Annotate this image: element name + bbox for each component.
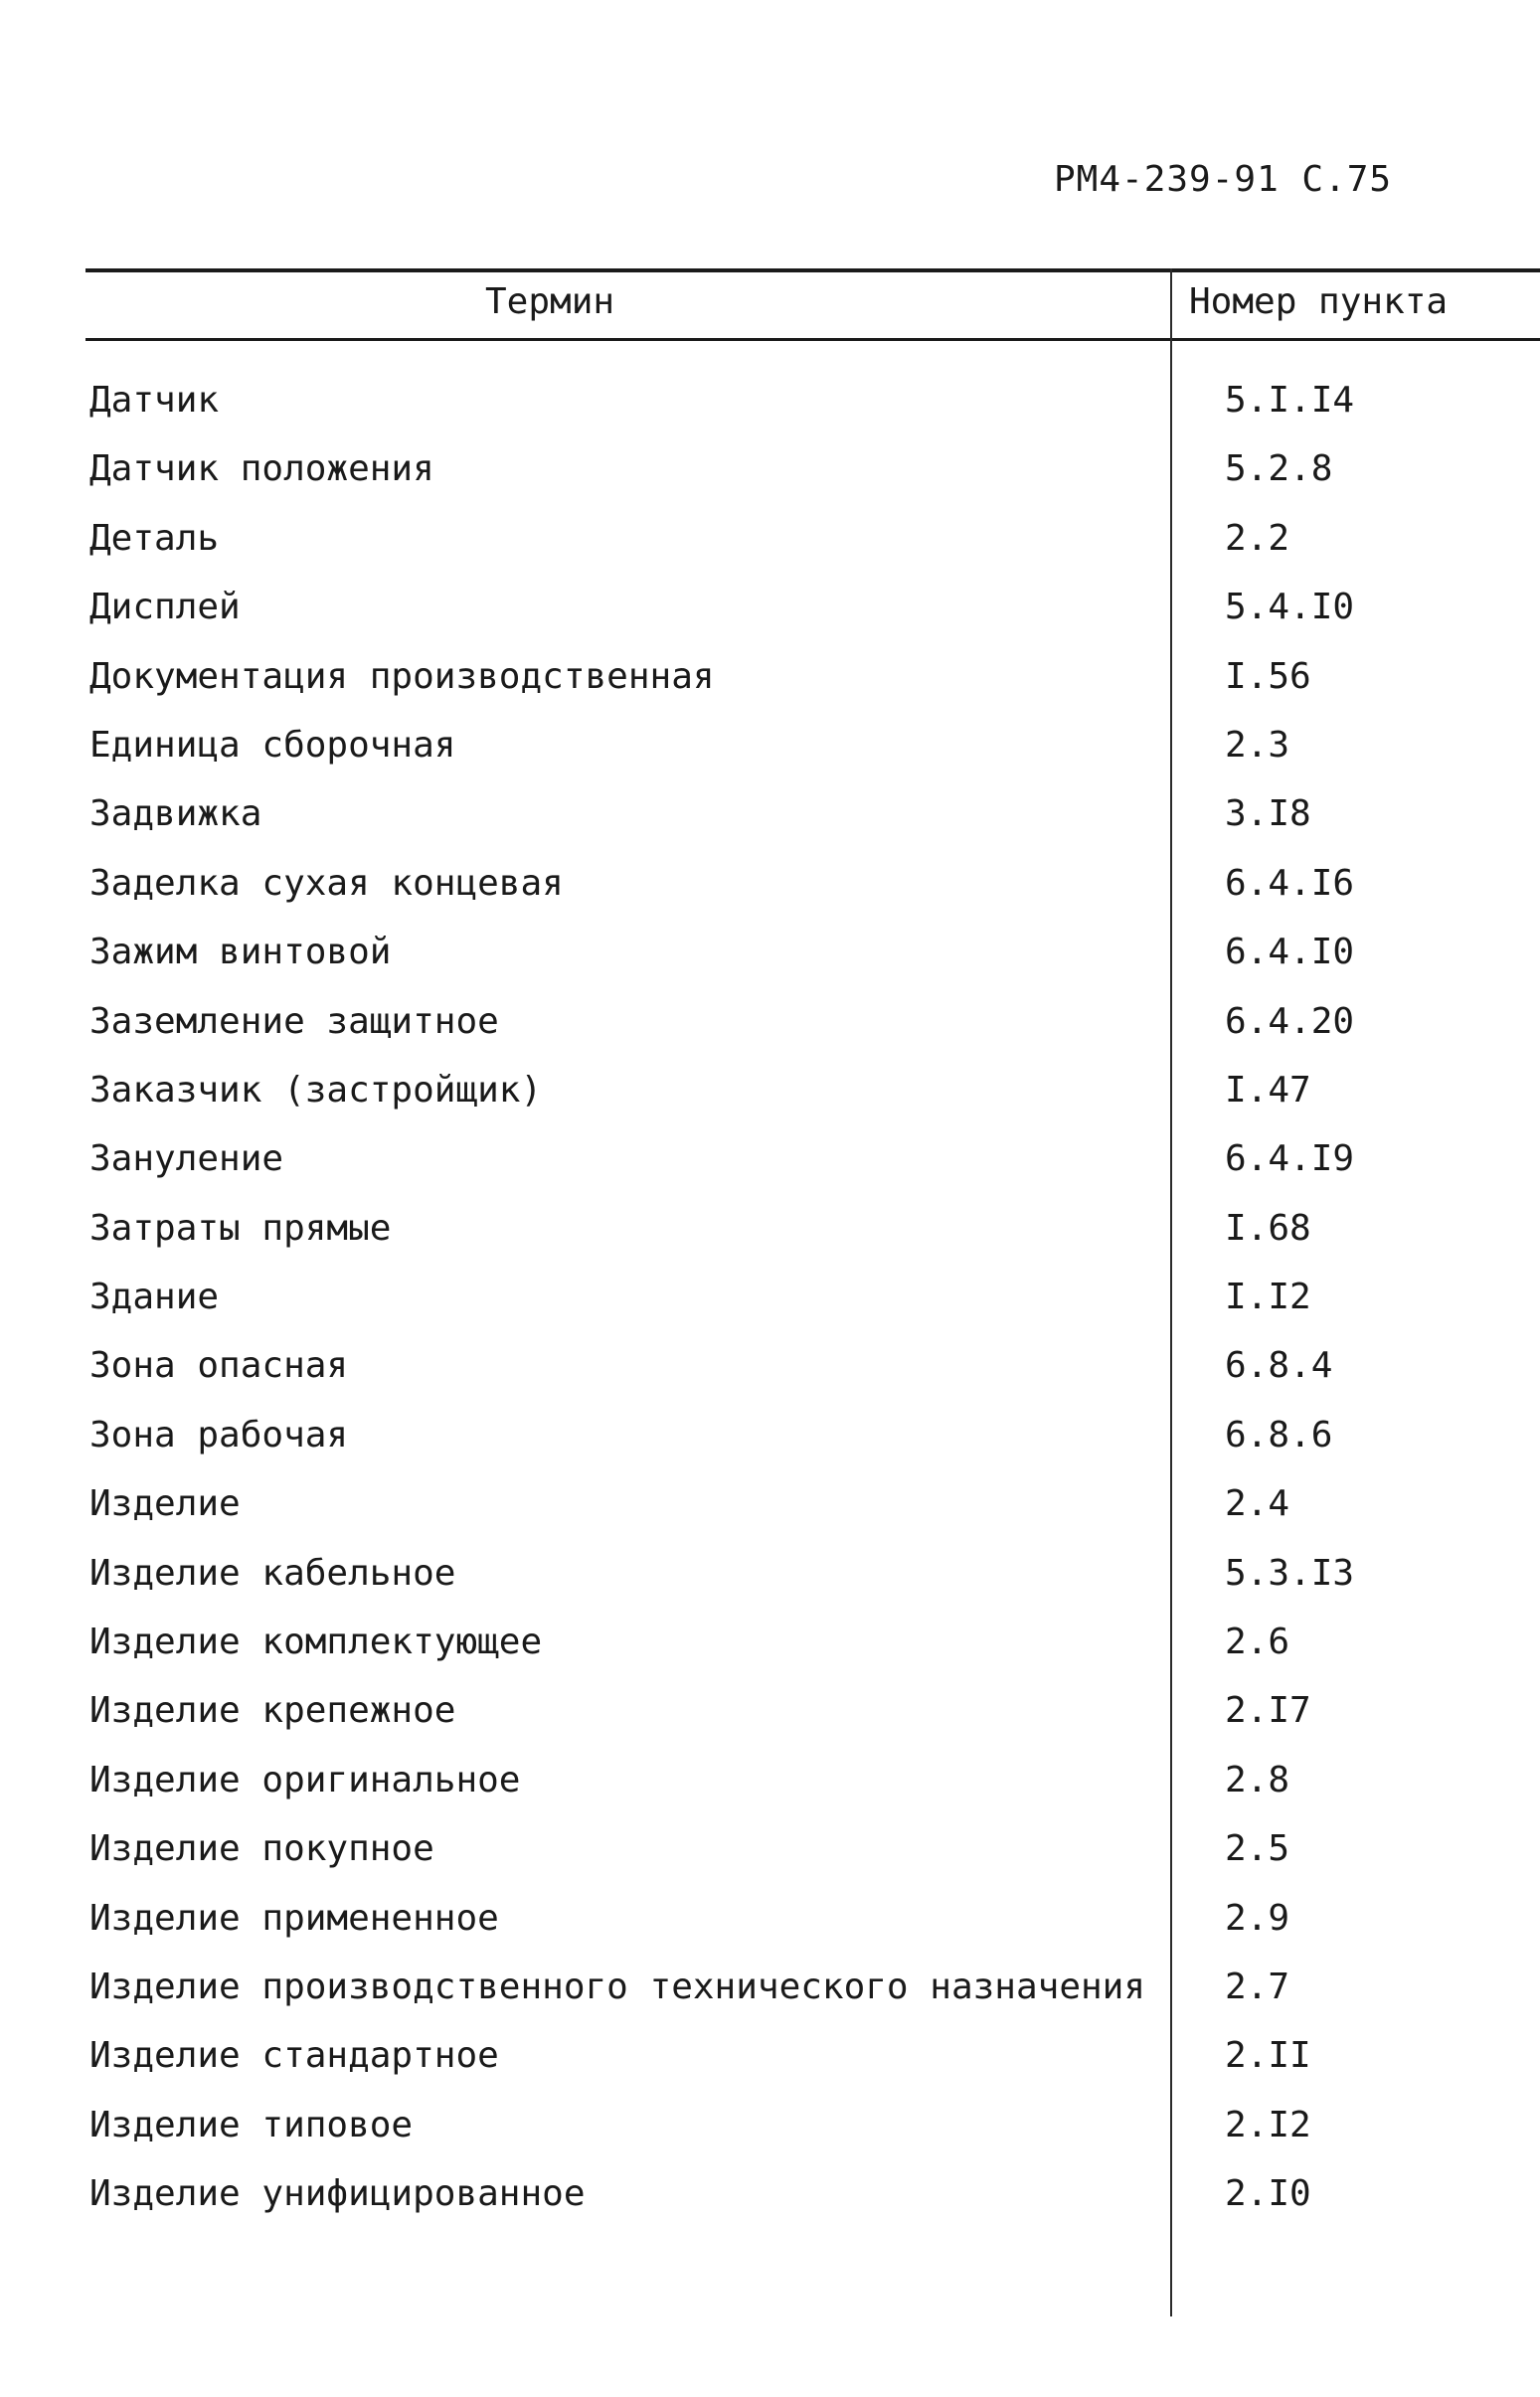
item-number-cell: 6.4.I6 xyxy=(1225,862,1355,904)
table-row xyxy=(0,932,1540,1000)
table-row xyxy=(0,793,1540,862)
table-row xyxy=(0,1070,1540,1138)
item-number-cell: 6.4.I9 xyxy=(1225,1138,1355,1180)
term-cell: Изделие xyxy=(89,1483,241,1525)
table-top-rule xyxy=(86,268,1540,272)
term-cell: Изделие кабельное xyxy=(89,1552,456,1594)
table-row xyxy=(0,1415,1540,1483)
term-cell: Заземление защитное xyxy=(89,1000,499,1042)
table-row xyxy=(0,2105,1540,2173)
term-cell: Датчик xyxy=(89,380,220,421)
table-row xyxy=(0,1345,1540,1414)
item-number-cell: 2.7 xyxy=(1225,1966,1290,2007)
item-number-cell: 6.4.20 xyxy=(1225,1000,1355,1042)
column-header-number: Номер пункта xyxy=(1189,281,1449,322)
item-number-cell: 5.3.I3 xyxy=(1225,1552,1355,1594)
table-row xyxy=(0,656,1540,725)
term-cell: Зона рабочая xyxy=(89,1414,349,1455)
table-row xyxy=(0,1622,1540,1690)
item-number-cell: 2.8 xyxy=(1225,1759,1290,1800)
term-cell: Изделие типовое xyxy=(89,2104,414,2145)
term-cell: Затраты прямые xyxy=(89,1207,392,1249)
term-cell: Зажим винтовой xyxy=(89,932,392,973)
table-row xyxy=(0,725,1540,793)
table-row xyxy=(0,1138,1540,1207)
item-number-cell: 2.I0 xyxy=(1225,2173,1311,2215)
term-cell: Здание xyxy=(89,1277,220,1318)
term-cell: Изделие стандартное xyxy=(89,2035,499,2077)
table-row xyxy=(0,1760,1540,1828)
table-row xyxy=(0,863,1540,932)
item-number-cell: I.68 xyxy=(1225,1207,1311,1249)
item-number-cell: 2.I2 xyxy=(1225,2104,1311,2145)
term-cell: Зануление xyxy=(89,1138,284,1180)
table-row xyxy=(0,1898,1540,1967)
term-cell: Изделие покупное xyxy=(89,1828,434,1870)
term-cell: Зона опасная xyxy=(89,1345,349,1387)
term-cell: Изделие примененное xyxy=(89,1897,499,1939)
table-header-rule xyxy=(86,338,1540,341)
item-number-cell: 5.I.I4 xyxy=(1225,380,1355,421)
item-number-cell: 2.2 xyxy=(1225,517,1290,559)
item-number-cell: 2.5 xyxy=(1225,1828,1290,1870)
term-cell: Деталь xyxy=(89,517,220,559)
term-cell: Заказчик (застройщик) xyxy=(89,1069,543,1111)
table-row xyxy=(0,1208,1540,1277)
table-row xyxy=(0,1483,1540,1552)
item-number-cell: 5.4.I0 xyxy=(1225,587,1355,628)
item-number-cell: 2.II xyxy=(1225,2035,1311,2077)
item-number-cell: 6.4.I0 xyxy=(1225,932,1355,973)
column-header-term: Термин xyxy=(485,281,615,322)
table-row xyxy=(0,1690,1540,1759)
term-cell: Заделка сухая концевая xyxy=(89,862,564,904)
term-cell: Датчик положения xyxy=(89,448,434,490)
item-number-cell: 6.8.6 xyxy=(1225,1414,1333,1455)
term-cell: Изделие производственного технического назначения xyxy=(89,1966,1146,2007)
term-cell: Задвижка xyxy=(89,793,262,835)
table-row xyxy=(0,448,1540,517)
table-row xyxy=(0,1277,1540,1345)
table-row xyxy=(0,380,1540,448)
page-header-code: РМ4-239-91 С.75 xyxy=(1054,159,1393,200)
table-row xyxy=(0,518,1540,587)
term-cell: Единица сборочная xyxy=(89,724,456,766)
item-number-cell: I.56 xyxy=(1225,655,1311,697)
table-row xyxy=(0,1828,1540,1897)
item-number-cell: 2.6 xyxy=(1225,1622,1290,1663)
item-number-cell: I.47 xyxy=(1225,1069,1311,1111)
item-number-cell: 2.I7 xyxy=(1225,1690,1311,1732)
term-cell: Документация производственная xyxy=(89,655,715,697)
table-row xyxy=(0,2035,1540,2104)
item-number-cell: I.I2 xyxy=(1225,1277,1311,1318)
item-number-cell: 2.9 xyxy=(1225,1897,1290,1939)
terms-table-body xyxy=(0,380,1540,2243)
term-cell: Изделие крепежное xyxy=(89,1690,456,1732)
item-number-cell: 2.4 xyxy=(1225,1483,1290,1525)
item-number-cell: 3.I8 xyxy=(1225,793,1311,835)
item-number-cell: 2.3 xyxy=(1225,724,1290,766)
term-cell: Дисплей xyxy=(89,587,241,628)
item-number-cell: 5.2.8 xyxy=(1225,448,1333,490)
table-row xyxy=(0,587,1540,655)
term-cell: Изделие комплектующее xyxy=(89,1622,543,1663)
table-row xyxy=(0,1967,1540,2035)
term-cell: Изделие оригинальное xyxy=(89,1759,521,1800)
table-row xyxy=(0,1001,1540,1070)
table-row xyxy=(0,2173,1540,2242)
table-row xyxy=(0,1553,1540,1622)
item-number-cell: 6.8.4 xyxy=(1225,1345,1333,1387)
term-cell: Изделие унифицированное xyxy=(89,2173,586,2215)
